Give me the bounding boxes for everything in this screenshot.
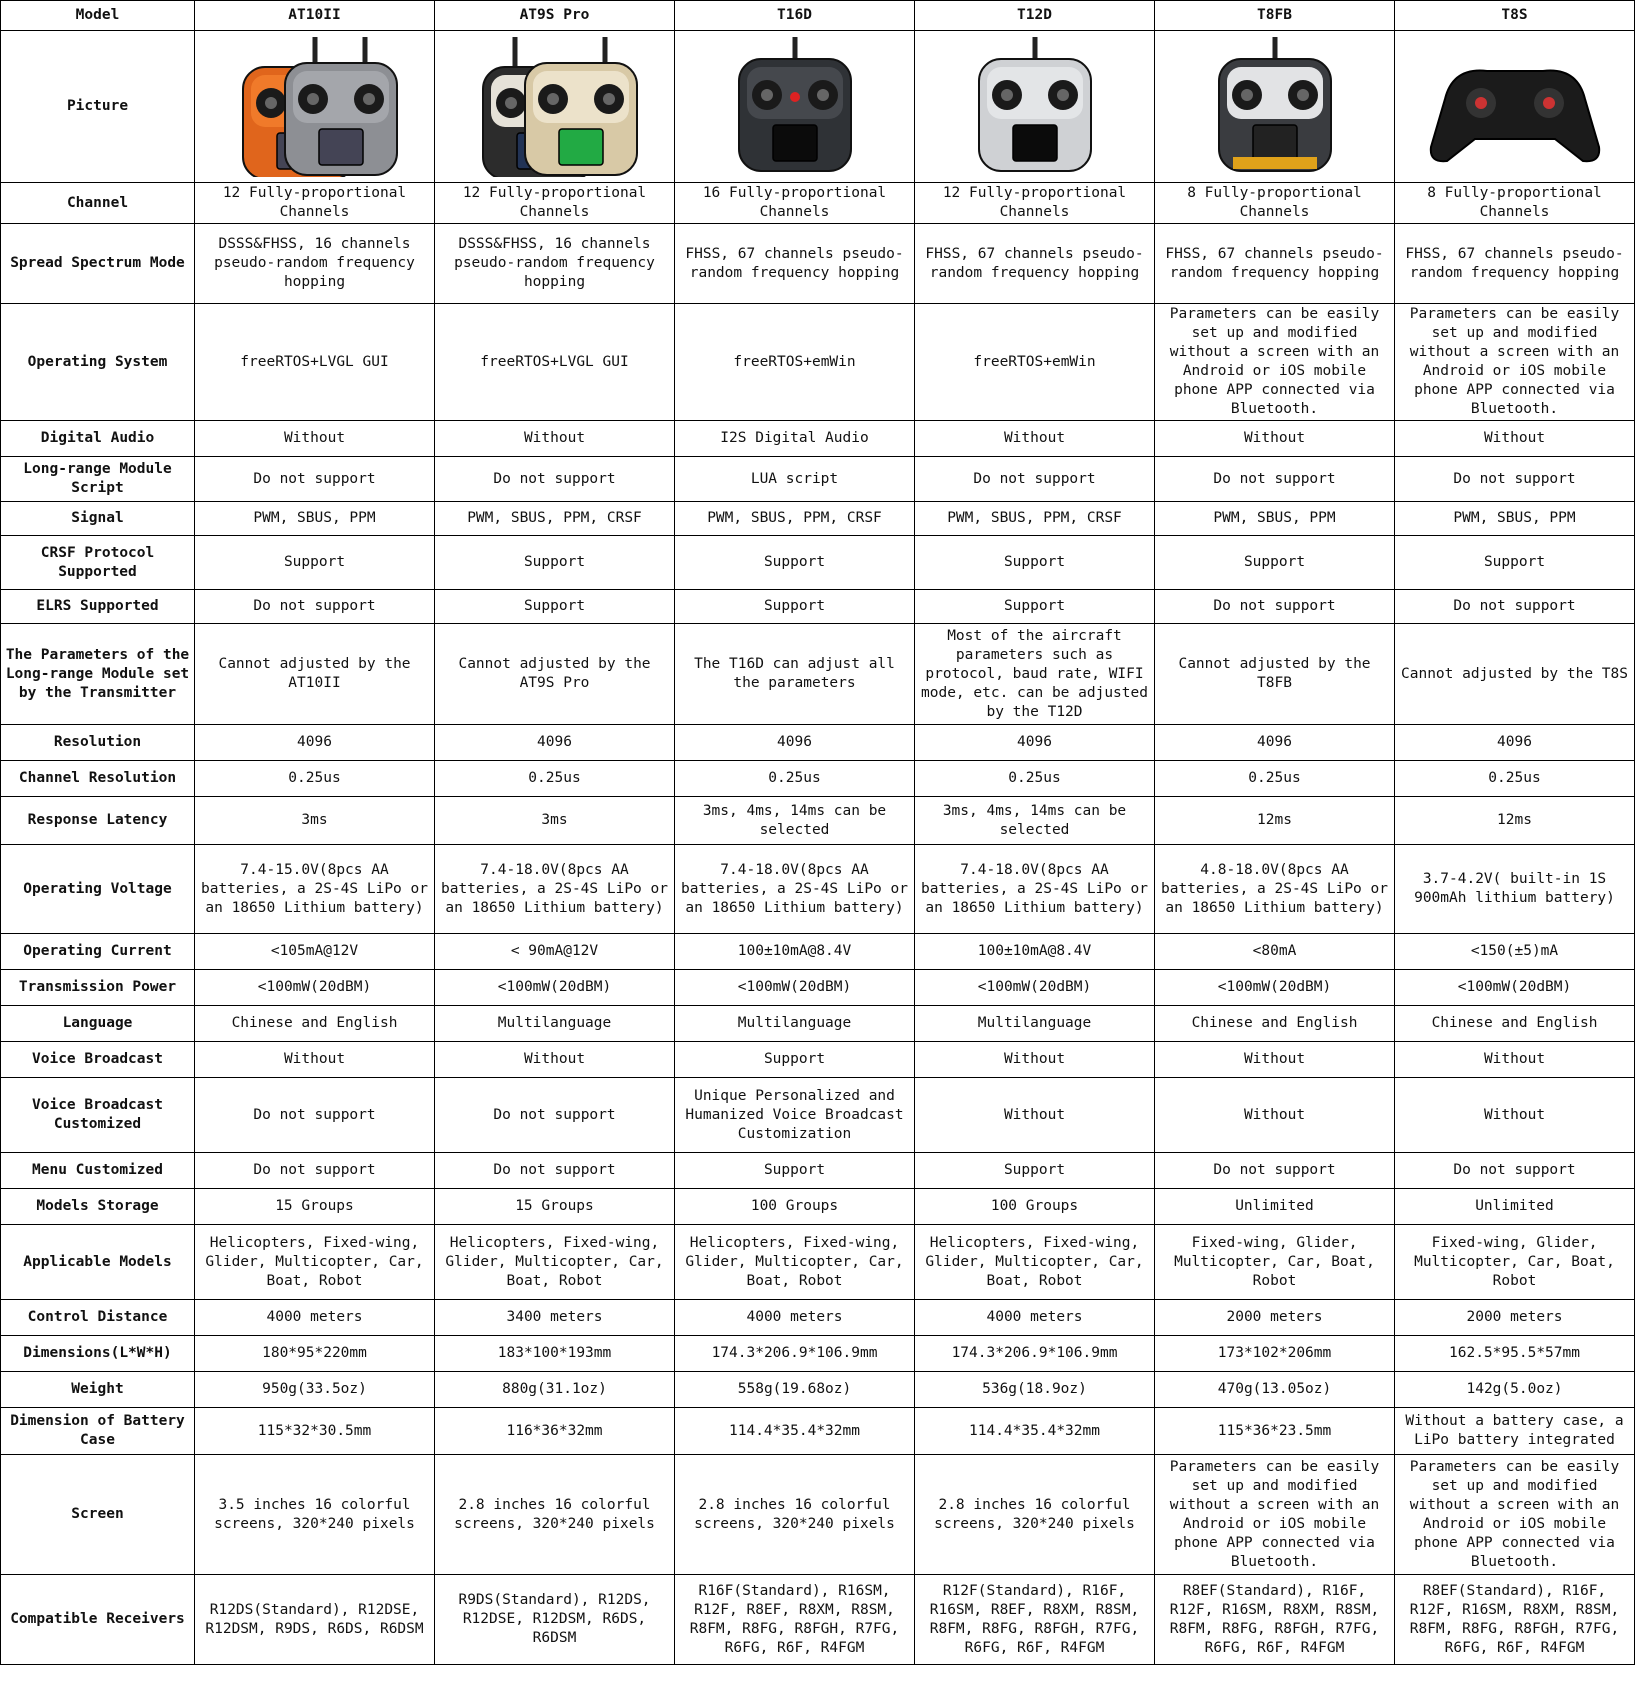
spec-cell-t8fb: FHSS, 67 channels pseudo-random frequency hopping — [1155, 224, 1395, 304]
spec-cell-t8fb: Without — [1155, 1078, 1395, 1153]
spec-cell-at9s-pro: Cannot adjusted by the AT9S Pro — [435, 624, 675, 725]
spec-cell-t12d: Most of the aircraft parameters such as protocol, baud rate, WIFI mode, etc. can be adjusted by the T12D — [915, 624, 1155, 725]
spec-row-weight — [1, 1372, 1635, 1408]
spec-cell-t8s: 8 Fully-proportional Channels — [1395, 183, 1635, 224]
spec-cell-t12d: Multilanguage — [915, 1006, 1155, 1042]
spec-cell-t16d: 4096 — [675, 725, 915, 761]
spec-row-language — [1, 1006, 1635, 1042]
spec-cell-at9s-pro: Do not support — [435, 1078, 675, 1153]
spec-cell-at9s-pro: 15 Groups — [435, 1189, 675, 1225]
spec-cell-t8fb: Fixed-wing, Glider, Multicopter, Car, Boat, Robot — [1155, 1225, 1395, 1300]
spec-cell-t8fb: 12ms — [1155, 797, 1395, 845]
picture-row-label: Picture — [1, 31, 195, 183]
spec-cell-t12d: 3ms, 4ms, 14ms can be selected — [915, 797, 1155, 845]
spec-cell-t16d: Support — [675, 590, 915, 624]
spec-cell-t8s: 12ms — [1395, 797, 1635, 845]
spec-row-voice-broadcast-customized — [1, 1078, 1635, 1153]
radio-transmitter-icon — [935, 37, 1135, 177]
spec-cell-t8fb: <80mA — [1155, 934, 1395, 970]
spec-cell-t8s: Fixed-wing, Glider, Multicopter, Car, Boat, Robot — [1395, 1225, 1635, 1300]
spec-cell-t8s: Without — [1395, 1042, 1635, 1078]
spec-row-digital-audio — [1, 421, 1635, 457]
spec-cell-at10ii: Cannot adjusted by the AT10II — [195, 624, 435, 725]
spec-cell-t16d: 100 Groups — [675, 1189, 915, 1225]
spec-cell-t8fb: Without — [1155, 421, 1395, 457]
spec-cell-at10ii: 7.4-15.0V(8pcs AA batteries, a 2S-4S LiPo or an 18650 Lithium battery) — [195, 845, 435, 934]
spec-cell-t16d: freeRTOS+emWin — [675, 304, 915, 421]
spec-cell-at9s-pro: DSSS&FHSS, 16 channels pseudo-random frequency hopping — [435, 224, 675, 304]
spec-cell-t8s: <100mW(20dBM) — [1395, 970, 1635, 1006]
spec-row-spread-spectrum-mode — [1, 224, 1635, 304]
spec-cell-at10ii: Chinese and English — [195, 1006, 435, 1042]
spec-cell-t16d: 3ms, 4ms, 14ms can be selected — [675, 797, 915, 845]
spec-cell-t8fb: Support — [1155, 536, 1395, 590]
spec-row-label: Applicable Models — [1, 1225, 195, 1300]
spec-row-label: Control Distance — [1, 1300, 195, 1336]
spec-cell-t12d: Without — [915, 1042, 1155, 1078]
spec-cell-at9s-pro: Without — [435, 421, 675, 457]
spec-cell-t12d: 4000 meters — [915, 1300, 1155, 1336]
model-header-t12d: T12D — [915, 1, 1155, 31]
spec-cell-at10ii: 0.25us — [195, 761, 435, 797]
product-picture-t12d — [915, 31, 1155, 183]
spec-cell-t8s: Do not support — [1395, 590, 1635, 624]
spec-cell-t12d: 100 Groups — [915, 1189, 1155, 1225]
spec-cell-at10ii: freeRTOS+LVGL GUI — [195, 304, 435, 421]
spec-cell-t8s: Do not support — [1395, 457, 1635, 502]
spec-row-label: Channel — [1, 183, 195, 224]
spec-row-label: Response Latency — [1, 797, 195, 845]
spec-cell-t8s: R8EF(Standard), R16F, R12F, R16SM, R8XM, R8SM, R8FM, R8FG, R8FGH, R7FG, R6FG, R6F, R4FGM — [1395, 1575, 1635, 1665]
spec-row-crsf-protocol-supported — [1, 536, 1635, 590]
spec-cell-t16d: 0.25us — [675, 761, 915, 797]
spec-cell-t16d: Helicopters, Fixed-wing, Glider, Multicopter, Car, Boat, Robot — [675, 1225, 915, 1300]
model-header-t8fb: T8FB — [1155, 1, 1395, 31]
spec-cell-t16d: I2S Digital Audio — [675, 421, 915, 457]
spec-cell-at9s-pro: Support — [435, 536, 675, 590]
spec-cell-at9s-pro: freeRTOS+LVGL GUI — [435, 304, 675, 421]
spec-cell-t12d: Support — [915, 536, 1155, 590]
spec-row-label: The Parameters of the Long-range Module set by the Transmitter — [1, 624, 195, 725]
spec-cell-t8fb: PWM, SBUS, PPM — [1155, 502, 1395, 536]
spec-row-label: Dimension of Battery Case — [1, 1408, 195, 1455]
spec-cell-t12d: PWM, SBUS, PPM, CRSF — [915, 502, 1155, 536]
model-header-t16d: T16D — [675, 1, 915, 31]
spec-cell-t8fb: Do not support — [1155, 1153, 1395, 1189]
spec-cell-t16d: FHSS, 67 channels pseudo-random frequency hopping — [675, 224, 915, 304]
spec-cell-at9s-pro: 7.4-18.0V(8pcs AA batteries, a 2S-4S LiPo or an 18650 Lithium battery) — [435, 845, 675, 934]
spec-cell-t8s: Unlimited — [1395, 1189, 1635, 1225]
spec-cell-t8fb: Parameters can be easily set up and modified without a screen with an Android or iOS mobile phone APP connected via Bluetooth. — [1155, 304, 1395, 421]
spec-row-label: Resolution — [1, 725, 195, 761]
spec-row-operating-system — [1, 304, 1635, 421]
spec-row-transmission-power — [1, 970, 1635, 1006]
spec-row-label: Operating System — [1, 304, 195, 421]
spec-cell-t16d: 100±10mA@8.4V — [675, 934, 915, 970]
spec-cell-at9s-pro: Do not support — [435, 1153, 675, 1189]
spec-row-label: ELRS Supported — [1, 590, 195, 624]
spec-cell-at9s-pro: 4096 — [435, 725, 675, 761]
spec-cell-t8s: 0.25us — [1395, 761, 1635, 797]
spec-row-label: Digital Audio — [1, 421, 195, 457]
spec-cell-t16d: Support — [675, 1042, 915, 1078]
spec-cell-t8s: Without — [1395, 1078, 1635, 1153]
spec-cell-t8fb: 470g(13.05oz) — [1155, 1372, 1395, 1408]
spec-cell-t12d: <100mW(20dBM) — [915, 970, 1155, 1006]
spec-row-compatible-receivers — [1, 1575, 1635, 1665]
spec-cell-t8fb: 8 Fully-proportional Channels — [1155, 183, 1395, 224]
product-picture-at10ii — [195, 31, 435, 183]
spec-row-elrs-supported — [1, 590, 1635, 624]
spec-cell-at9s-pro: Helicopters, Fixed-wing, Glider, Multicopter, Car, Boat, Robot — [435, 1225, 675, 1300]
spec-cell-t16d: 7.4-18.0V(8pcs AA batteries, a 2S-4S LiPo or an 18650 Lithium battery) — [675, 845, 915, 934]
spec-cell-at10ii: Without — [195, 421, 435, 457]
spec-cell-at10ii: Do not support — [195, 457, 435, 502]
spec-row-label: Voice Broadcast — [1, 1042, 195, 1078]
spec-row-models-storage — [1, 1189, 1635, 1225]
spec-row-signal — [1, 502, 1635, 536]
spec-cell-t12d: FHSS, 67 channels pseudo-random frequency hopping — [915, 224, 1155, 304]
spec-body — [1, 31, 1635, 1665]
spec-cell-t12d: 174.3*206.9*106.9mm — [915, 1336, 1155, 1372]
spec-cell-t8fb: Unlimited — [1155, 1189, 1395, 1225]
spec-row-resolution — [1, 725, 1635, 761]
spec-cell-t8fb: <100mW(20dBM) — [1155, 970, 1395, 1006]
spec-cell-t12d: Helicopters, Fixed-wing, Glider, Multicopter, Car, Boat, Robot — [915, 1225, 1155, 1300]
model-header-t8s: T8S — [1395, 1, 1635, 31]
radio-transmitter-pair-icon — [215, 37, 415, 177]
spec-row-channel — [1, 183, 1635, 224]
spec-cell-t12d: Without — [915, 421, 1155, 457]
spec-row-applicable-models — [1, 1225, 1635, 1300]
spec-cell-t8fb: 173*102*206mm — [1155, 1336, 1395, 1372]
spec-cell-t8fb: Without — [1155, 1042, 1395, 1078]
spec-cell-at9s-pro: 2.8 inches 16 colorful screens, 320*240 pixels — [435, 1455, 675, 1575]
spec-cell-at10ii: PWM, SBUS, PPM — [195, 502, 435, 536]
spec-cell-t12d: 114.4*35.4*32mm — [915, 1408, 1155, 1455]
spec-row-label: Channel Resolution — [1, 761, 195, 797]
spec-row-label: Screen — [1, 1455, 195, 1575]
spec-cell-t16d: Unique Personalized and Humanized Voice Broadcast Customization — [675, 1078, 915, 1153]
spec-cell-at9s-pro: 0.25us — [435, 761, 675, 797]
spec-cell-t16d: LUA script — [675, 457, 915, 502]
spec-cell-at9s-pro: Multilanguage — [435, 1006, 675, 1042]
spec-cell-t12d: 2.8 inches 16 colorful screens, 320*240 pixels — [915, 1455, 1155, 1575]
spec-row-menu-customized — [1, 1153, 1635, 1189]
model-header-at10ii: AT10II — [195, 1, 435, 31]
spec-cell-at10ii: <100mW(20dBM) — [195, 970, 435, 1006]
spec-row-label: Models Storage — [1, 1189, 195, 1225]
spec-cell-t8s: Without a battery case, a LiPo battery integrated — [1395, 1408, 1635, 1455]
spec-cell-t16d: 174.3*206.9*106.9mm — [675, 1336, 915, 1372]
spec-cell-t8s: Parameters can be easily set up and modified without a screen with an Android or iOS mobile phone APP connected via Bluetooth. — [1395, 304, 1635, 421]
radio-transmitter-pair-icon — [455, 37, 655, 177]
spec-cell-t8fb: 4.8-18.0V(8pcs AA batteries, a 2S-4S LiPo or an 18650 Lithium battery) — [1155, 845, 1395, 934]
model-column-header: Model — [1, 1, 195, 31]
spec-cell-at10ii: 180*95*220mm — [195, 1336, 435, 1372]
spec-cell-t16d: Support — [675, 1153, 915, 1189]
spec-cell-at10ii: Helicopters, Fixed-wing, Glider, Multicopter, Car, Boat, Robot — [195, 1225, 435, 1300]
spec-cell-t8fb: Parameters can be easily set up and modified without a screen with an Android or iOS mobile phone APP connected via Bluetooth. — [1155, 1455, 1395, 1575]
spec-cell-at9s-pro: 183*100*193mm — [435, 1336, 675, 1372]
spec-row-operating-current — [1, 934, 1635, 970]
spec-cell-t12d: 536g(18.9oz) — [915, 1372, 1155, 1408]
spec-cell-at9s-pro: 880g(31.1oz) — [435, 1372, 675, 1408]
spec-cell-t8fb: Do not support — [1155, 590, 1395, 624]
spec-cell-at10ii: 12 Fully-proportional Channels — [195, 183, 435, 224]
spec-cell-t8fb: Do not support — [1155, 457, 1395, 502]
gamepad-controller-icon — [1415, 37, 1615, 177]
spec-row-label: Dimensions(L*W*H) — [1, 1336, 195, 1372]
spec-row-label: Menu Customized — [1, 1153, 195, 1189]
spec-cell-at9s-pro: PWM, SBUS, PPM, CRSF — [435, 502, 675, 536]
spec-cell-t8s: Parameters can be easily set up and modified without a screen with an Android or iOS mobile phone APP connected via Bluetooth. — [1395, 1455, 1635, 1575]
picture-row — [1, 31, 1635, 183]
spec-row-long-range-module-script — [1, 457, 1635, 502]
spec-cell-t8s: Cannot adjusted by the T8S — [1395, 624, 1635, 725]
spec-row-label: Spread Spectrum Mode — [1, 224, 195, 304]
spec-row-label: Language — [1, 1006, 195, 1042]
model-header-at9s-pro: AT9S Pro — [435, 1, 675, 31]
spec-cell-t8fb: R8EF(Standard), R16F, R12F, R16SM, R8XM, R8SM, R8FM, R8FG, R8FGH, R7FG, R6FG, R6F, R4FGM — [1155, 1575, 1395, 1665]
spec-cell-t16d: 4000 meters — [675, 1300, 915, 1336]
spec-row-label: Weight — [1, 1372, 195, 1408]
spec-cell-t12d: 0.25us — [915, 761, 1155, 797]
spec-cell-t12d: 7.4-18.0V(8pcs AA batteries, a 2S-4S LiPo or an 18650 Lithium battery) — [915, 845, 1155, 934]
product-picture-at9s-pro — [435, 31, 675, 183]
spec-cell-t16d: <100mW(20dBM) — [675, 970, 915, 1006]
spec-cell-t16d: Support — [675, 536, 915, 590]
spec-cell-at10ii: Do not support — [195, 1078, 435, 1153]
spec-cell-t8s: <150(±5)mA — [1395, 934, 1635, 970]
spec-cell-t12d: Without — [915, 1078, 1155, 1153]
spec-cell-t8s: 4096 — [1395, 725, 1635, 761]
spec-row-label: Voice Broadcast Customized — [1, 1078, 195, 1153]
spec-cell-at9s-pro: 12 Fully-proportional Channels — [435, 183, 675, 224]
spec-cell-at10ii: 3.5 inches 16 colorful screens, 320*240 pixels — [195, 1455, 435, 1575]
spec-cell-at9s-pro: 3400 meters — [435, 1300, 675, 1336]
spec-cell-t8s: 2000 meters — [1395, 1300, 1635, 1336]
spec-cell-t8s: Do not support — [1395, 1153, 1635, 1189]
spec-cell-at10ii: Without — [195, 1042, 435, 1078]
spec-cell-at9s-pro: R9DS(Standard), R12DS, R12DSE, R12DSM, R6DS, R6DSM — [435, 1575, 675, 1665]
spec-cell-t8fb: 0.25us — [1155, 761, 1395, 797]
spec-row-label: Operating Current — [1, 934, 195, 970]
spec-row-label: Transmission Power — [1, 970, 195, 1006]
spec-cell-t8s: Support — [1395, 536, 1635, 590]
spec-cell-t12d: 100±10mA@8.4V — [915, 934, 1155, 970]
spec-cell-t16d: 114.4*35.4*32mm — [675, 1408, 915, 1455]
radio-transmitter-icon — [695, 37, 895, 177]
spec-cell-t16d: 558g(19.68oz) — [675, 1372, 915, 1408]
spec-cell-t12d: freeRTOS+emWin — [915, 304, 1155, 421]
spec-cell-t16d: PWM, SBUS, PPM, CRSF — [675, 502, 915, 536]
spec-cell-at9s-pro: Do not support — [435, 457, 675, 502]
spec-row-label: Compatible Receivers — [1, 1575, 195, 1665]
radio-transmitter-icon — [1175, 37, 1375, 177]
spec-cell-at10ii: R12DS(Standard), R12DSE, R12DSM, R9DS, R6DS, R6DSM — [195, 1575, 435, 1665]
spec-row-channel-resolution — [1, 761, 1635, 797]
spec-cell-t8s: 3.7-4.2V( built-in 1S 900mAh lithium battery) — [1395, 845, 1635, 934]
spec-cell-t8s: Without — [1395, 421, 1635, 457]
spec-cell-t8fb: 2000 meters — [1155, 1300, 1395, 1336]
model-header-row — [1, 1, 1635, 31]
spec-cell-t8fb: 4096 — [1155, 725, 1395, 761]
spec-row-dimension-of-battery-case — [1, 1408, 1635, 1455]
spec-cell-at10ii: 950g(33.5oz) — [195, 1372, 435, 1408]
spec-cell-at9s-pro: 3ms — [435, 797, 675, 845]
spec-cell-t16d: R16F(Standard), R16SM, R12F, R8EF, R8XM, R8SM, R8FM, R8FG, R8FGH, R7FG, R6FG, R6F, R4FGM — [675, 1575, 915, 1665]
spec-row-label: Signal — [1, 502, 195, 536]
spec-row-response-latency — [1, 797, 1635, 845]
spec-cell-at10ii: Do not support — [195, 1153, 435, 1189]
spec-cell-at10ii: <105mA@12V — [195, 934, 435, 970]
spec-row-control-distance — [1, 1300, 1635, 1336]
spec-cell-t12d: R12F(Standard), R16F, R16SM, R8EF, R8XM, R8SM, R8FM, R8FG, R8FGH, R7FG, R6FG, R6F, R4FGM — [915, 1575, 1155, 1665]
spec-cell-t8fb: Chinese and English — [1155, 1006, 1395, 1042]
spec-cell-t8s: PWM, SBUS, PPM — [1395, 502, 1635, 536]
spec-cell-t8s: 142g(5.0oz) — [1395, 1372, 1635, 1408]
spec-cell-t8fb: Cannot adjusted by the T8FB — [1155, 624, 1395, 725]
spec-row-label: Operating Voltage — [1, 845, 195, 934]
spec-cell-t16d: The T16D can adjust all the parameters — [675, 624, 915, 725]
spec-cell-t12d: Support — [915, 590, 1155, 624]
spec-row-the-parameters-of-the-long-range-module-set-by-the-transmitter — [1, 624, 1635, 725]
spec-row-label: CRSF Protocol Supported — [1, 536, 195, 590]
spec-cell-at10ii: 4096 — [195, 725, 435, 761]
spec-row-voice-broadcast — [1, 1042, 1635, 1078]
spec-cell-at9s-pro: Without — [435, 1042, 675, 1078]
spec-cell-t8s: FHSS, 67 channels pseudo-random frequency hopping — [1395, 224, 1635, 304]
spec-cell-t16d: Multilanguage — [675, 1006, 915, 1042]
spec-cell-t16d: 2.8 inches 16 colorful screens, 320*240 pixels — [675, 1455, 915, 1575]
spec-cell-at10ii: Do not support — [195, 590, 435, 624]
spec-row-operating-voltage — [1, 845, 1635, 934]
spec-cell-at10ii: 15 Groups — [195, 1189, 435, 1225]
spec-cell-t8s: 162.5*95.5*57mm — [1395, 1336, 1635, 1372]
product-picture-t8s — [1395, 31, 1635, 183]
spec-cell-at9s-pro: < 90mA@12V — [435, 934, 675, 970]
spec-cell-t12d: 4096 — [915, 725, 1155, 761]
spec-row-screen — [1, 1455, 1635, 1575]
spec-row-label: Long-range Module Script — [1, 457, 195, 502]
spec-cell-at9s-pro: <100mW(20dBM) — [435, 970, 675, 1006]
product-picture-t8fb — [1155, 31, 1395, 183]
spec-cell-at10ii: DSSS&FHSS, 16 channels pseudo-random frequency hopping — [195, 224, 435, 304]
spec-cell-t12d: Support — [915, 1153, 1155, 1189]
spec-cell-at9s-pro: 116*36*32mm — [435, 1408, 675, 1455]
product-picture-t16d — [675, 31, 915, 183]
spec-cell-t12d: Do not support — [915, 457, 1155, 502]
spec-cell-at9s-pro: Support — [435, 590, 675, 624]
spec-cell-t12d: 12 Fully-proportional Channels — [915, 183, 1155, 224]
spec-cell-at10ii: 4000 meters — [195, 1300, 435, 1336]
spec-cell-at10ii: 115*32*30.5mm — [195, 1408, 435, 1455]
spec-cell-t8fb: 115*36*23.5mm — [1155, 1408, 1395, 1455]
spec-cell-t8s: Chinese and English — [1395, 1006, 1635, 1042]
spec-row-dimensions-l-w-h — [1, 1336, 1635, 1372]
spec-cell-t16d: 16 Fully-proportional Channels — [675, 183, 915, 224]
spec-cell-at10ii: 3ms — [195, 797, 435, 845]
spec-cell-at10ii: Support — [195, 536, 435, 590]
